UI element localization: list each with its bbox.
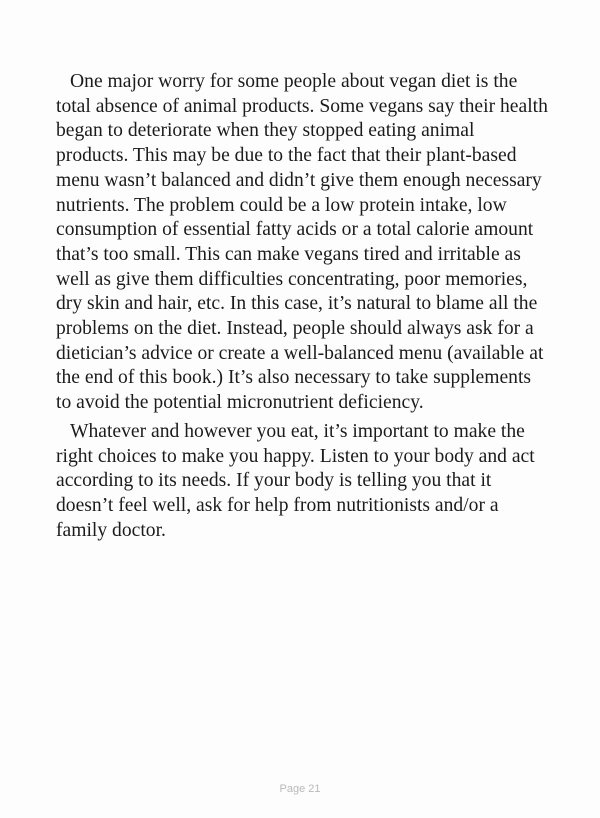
page-number: Page 21: [279, 783, 321, 795]
page-body: [56, 70, 550, 547]
paragraph-2: Whatever and however you eat, it’s important to make the right choices to make you happy. Listen to your body and act according to its needs. If your body is telling you that it doesn’t feel well, ask for help from nutritionists and/or a family doctor.: [56, 420, 535, 541]
paragraph-1: One major worry for some people about vegan diet is the total absence of animal products. Some vegans say their health began to deteriorate when they stopped eating animal products. This may be due to the fact that their plant-based menu wasn’t balanced and didn’t give them enough necessary nutrients. The problem could be a low protein intake, low consumption of essential fatty acids or a total calorie amount that’s too small. This can make vegans tired and irritable as well as give them difficulties concentrating, poor memories, dry skin and hair, etc. In this case, it’s natural to blame all the problems on the diet. Instead, people should always ask for a dietician’s advice or create a well-balanced menu (available at the end of this book.) It’s also necessary to take supplements to avoid the potential micronutrient deficiency.: [56, 71, 548, 414]
